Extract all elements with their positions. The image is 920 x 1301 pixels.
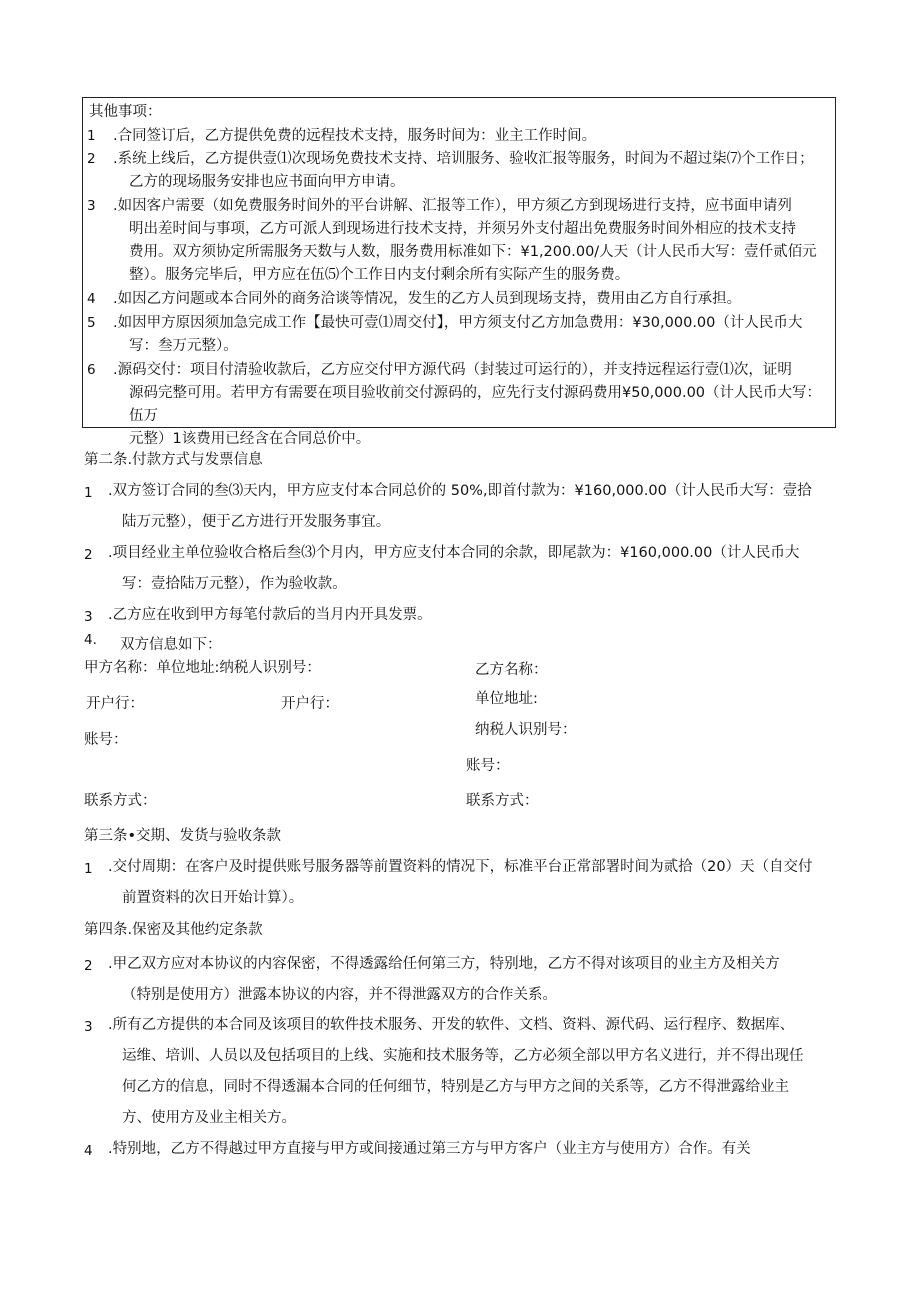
party-a-contact: 联系方式： bbox=[84, 793, 157, 809]
party-b-address: 单位地址: bbox=[475, 691, 538, 707]
item-number: 2 bbox=[87, 151, 96, 167]
article-3-item-1: .交付周期：在客户及时提供账号服务器等前置资料的情况下，标准平台正常部署时间为贰拾（20）天（自交付 前置资料的次日开始计算）。 bbox=[108, 859, 813, 906]
item-number: 4 bbox=[84, 1143, 93, 1159]
item-text: .源码交付：项目付清验收款后，乙方应交付甲方源代码（封装过可运行的），并支持远程运行壹⑴次，证明 源码完整可用。若甲方有需要在项目验收前交付源码的，应先行支付源码费用¥50,000.00（计人民币大写：伍万 元整）1该费用已经含在合同总价中。 bbox=[113, 362, 822, 447]
party-a-bank-1: 开户行： bbox=[86, 696, 144, 712]
party-a-name-line: 甲方名称：单位地址:纳税人识别号： bbox=[84, 660, 321, 676]
item-number: 4. bbox=[84, 632, 97, 648]
item-number: 2 bbox=[84, 547, 93, 563]
item-number: 1 bbox=[84, 485, 93, 501]
item-text: .系统上线后，乙方提供壹⑴次现场免费技术支持、培训服务、验收汇报等服务，时间为不超过柒⑺个工作日； 乙方的现场服务安排也应书面向甲方申请。 bbox=[113, 151, 814, 190]
item-number: 1 bbox=[87, 128, 96, 144]
item-number: 3 bbox=[84, 1019, 93, 1035]
item-number: 6 bbox=[87, 362, 96, 378]
article-2-item-2: .项目经业主单位验收合格后叁⑶个月内，甲方应支付本合同的余款，即尾款为：¥160,000.00（计人民币大 写：壹拾陆万元整），作为验收款。 bbox=[108, 545, 800, 592]
item-text: .如因乙方问题或本合同外的商务洽谈等情况，发生的乙方人员到现场支持，费用由乙方自行承担。 bbox=[113, 291, 742, 307]
party-info-intro: 双方信息如下： bbox=[120, 637, 222, 653]
party-b-name: 乙方名称： bbox=[475, 662, 548, 678]
other-matters-box bbox=[82, 97, 836, 447]
party-b-tax-id: 纳税人识别号： bbox=[475, 722, 577, 738]
item-number: 4 bbox=[87, 291, 96, 307]
article-4-item-2: .甲乙双方应对本协议的内容保密，不得透露给任何第三方，特别地，乙方不得对该项目的业主方及相关方 （特别是使用方）泄露本协议的内容，并不得泄露双方的合作关系。 bbox=[108, 956, 780, 1003]
party-b-contact: 联系方式： bbox=[466, 793, 539, 809]
article-4-heading: 第四条.保密及其他约定条款 bbox=[84, 922, 263, 938]
item-text: .合同签订后，乙方提供免费的远程技术支持，服务时间为：业主工作时间。 bbox=[113, 128, 597, 144]
item-text: .如因甲方原因须加急完成工作【最快可壹⑴周交付】，甲方须支付乙方加急费用：¥30,000.00（计人民币大 写：叁万元整）。 bbox=[113, 315, 803, 354]
item-number: 5 bbox=[87, 315, 96, 331]
article-4-item-4: .特别地，乙方不得越过甲方直接与甲方或间接通过第三方与甲方客户（业主方与使用方）合作。有关 bbox=[108, 1141, 751, 1157]
item-text: .如因客户需要（如免费服务时间外的平台讲解、汇报等工作），甲方须乙方到现场进行支持，应书面申请列 明出差时间与事项，乙方可派人到现场进行技术支持，并须另外支付超出免费服务时间外相应的技术支持 费用。双方须协定所需服务天数与人数，服务费用标准如下：¥1,200.00/人天（计人民币大写：壹仟贰佰元 整）。服务完毕后，甲方应在伍⑸个工作日内支付剩余所有实际产生的服务费。 bbox=[113, 198, 817, 283]
article-2-item-3: .乙方应在收到甲方每笔付款后的当月内开具发票。 bbox=[108, 607, 432, 623]
item-number: 2 bbox=[84, 958, 93, 974]
party-b-account: 账号： bbox=[466, 758, 510, 774]
article-3-heading: 第三条•交期、发货与验收条款 bbox=[84, 828, 282, 844]
article-4-item-3: .所有乙方提供的本合同及该项目的软件技术服务、开发的软件、文档、资料、源代码、运行程序、数据库、 运维、培训、人员以及包括项目的上线、实施和技术服务等，乙方必须全部以甲方名义进行，并不得出现任 何乙方的信息，同时不得透漏本合同的任何细节，特别是乙方与甲方之间的关系等，乙方不得泄露给业主 方、使用方及业主相关方。 bbox=[108, 1017, 804, 1126]
item-number: 1 bbox=[84, 861, 93, 877]
article-2-item-1: .双方签订合同的叁⑶天内，甲方应支付本合同总价的 50%,即首付款为：¥160,000.00（计人民币大写：壹拾 陆万元整），便于乙方进行开发服务事宜。 bbox=[108, 483, 812, 530]
item-number: 3 bbox=[87, 198, 96, 214]
item-number: 3 bbox=[84, 609, 93, 625]
article-2-heading: 第二条.付款方式与发票信息 bbox=[84, 452, 263, 468]
party-a-account: 账号： bbox=[84, 732, 128, 748]
other-matters-title: 其他事项： bbox=[89, 104, 162, 120]
party-a-bank-2: 开户行： bbox=[281, 696, 339, 712]
